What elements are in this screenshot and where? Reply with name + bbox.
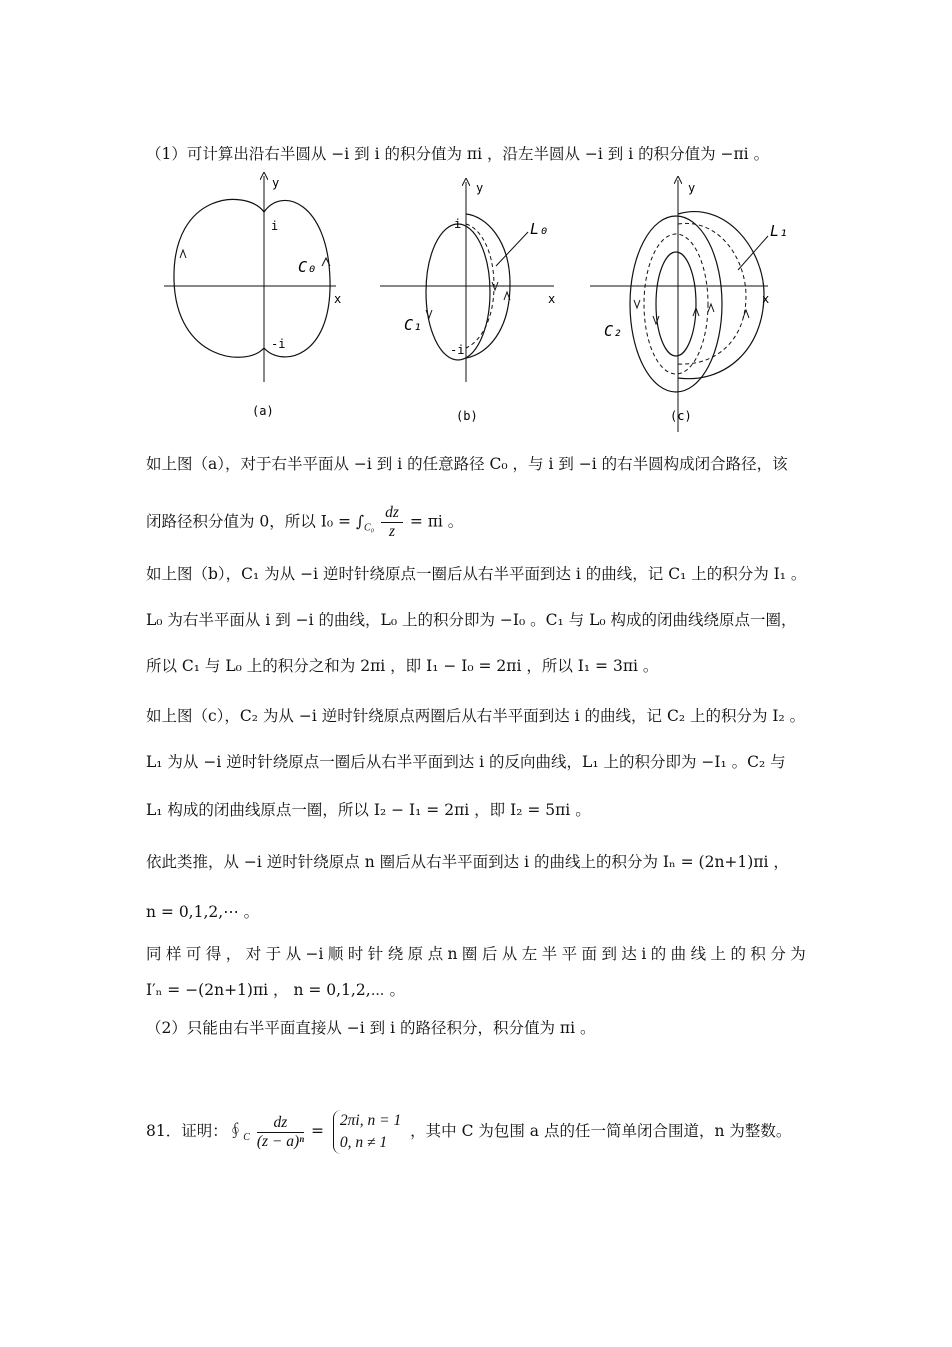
text-line-1: 如上图（a），对于右半平面从 −i 到 i 的任意路径 C₀ ，与 i 到 −i 的右半圆构成闭合路径，该 [146,455,788,473]
arrow-icon-a-left [180,250,186,258]
char: −i [305,945,324,963]
fraction-num: dz [381,504,403,523]
text-line-13: （2）只能由右半平面直接从 −i 到 i 的路径积分，积分值为 πi 。 [146,1019,596,1037]
fraction-num-81: dz [257,1114,304,1133]
caption-a: (a) [252,404,274,418]
contour-c0 [174,199,330,357]
fraction-den-81: (z − a)ⁿ [256,1132,305,1150]
label-c0: C₀ [298,258,317,276]
char: 对 [245,945,262,963]
text-line-4: L₀ 为右半平面从 i 到 −i 的曲线，L₀ 上的积分即为 −I₀ 。C₁ 与 L₀ 构成的闭曲线绕原点一圈， [146,611,797,629]
arrow-icon-c-1 [634,300,640,308]
label-x-b: x [548,292,556,306]
text-line-3: 如上图（b），C₁ 为从 −i 逆时针绕原点一圈后从右半平面到达 i 的曲线，记 C₁ 上的积分为 I₁ 。 [146,565,807,583]
label-y-a: y [272,176,280,190]
char: 从 [285,945,302,963]
arrow-icon-c-4 [708,304,714,312]
path-l1-outer [678,223,746,364]
integral-subscript: C₀ [363,522,375,534]
case-1: 2πi, n = 1 [339,1112,402,1129]
para-1: （1）可计算出沿右半圆从 −i 到 i 的积分值为 πi ，沿左半圆从 −i 到 i 的积分值为 −πi 。 [146,145,770,163]
text-line-10: n = 0,1,2,⋯ 。 [146,903,260,921]
text-line-2a: 闭路径积分值为 0，所以 I₀ = ∫ [146,512,364,531]
char: 平 [561,945,578,963]
char: 分 [770,945,786,963]
char: 的 [650,945,667,963]
char: 到 [601,945,617,963]
char: 的 [730,945,746,963]
arrow-icon-b-left [426,310,432,318]
figure-panels [150,170,790,438]
char: 同 [146,945,162,963]
problem-81-label: 81．证明：∮ [146,1122,244,1140]
label-x-a: x [334,292,342,306]
fraction-dz-z [381,504,403,541]
text-line-9: 依此类推，从 −i 逆时针绕原点 n 圈后从右半平面到达 i 的曲线上的积分为 Iₙ = (2n+1)πi ， [146,853,789,871]
char: 点 [427,945,444,963]
case-2: 0, n ≠ 1 [339,1134,388,1151]
char: n [447,945,458,963]
figure-a [164,176,341,418]
label-mi-a: -i [271,337,286,351]
char: 线 [690,945,707,963]
char: 时 [347,945,364,963]
leader-l1 [738,236,768,270]
char: 针 [367,945,384,963]
text-line-11 [146,944,806,964]
contour-c2-outer [678,212,764,379]
char: 左 [521,945,538,963]
char: 上 [710,945,727,963]
problem-81 [146,1110,791,1154]
char: 得 [205,945,222,963]
label-c2: C₂ [604,322,623,340]
label-y-b: y [476,181,484,195]
char: 样 [165,945,182,963]
contour-c1-inner [426,224,490,360]
text-line-12: I′ₙ = −(2n+1)πi ， n = 0,1,2,⋯ 。 [146,981,406,999]
figure-b [380,181,555,423]
leader-l0 [496,232,528,266]
char: 从 [501,945,518,963]
char: 积 [750,945,766,963]
text-line-8: L₁ 构成的闭曲线原点一圈，所以 I₂ − I₁ = 2πi ，即 I₂ = 5πi 。 [146,801,591,819]
fraction-den: z [388,523,395,540]
piecewise-cases [333,1110,401,1154]
char: i [641,945,647,963]
char: 曲 [670,945,687,963]
label-y-c: y [688,181,696,195]
equals-sign: = [310,1122,324,1140]
char: 达 [621,945,637,963]
char: 圈 [461,945,478,963]
char: 为 [790,945,806,963]
char: 绕 [387,945,404,963]
text-line-5: 所以 C₁ 与 L₀ 上的积分之和为 2πi ，即 I₁ − I₀ = 2πi ，所以 I₁ = 3πi 。 [146,657,659,675]
caption-c: (c) [670,409,692,423]
text-line-7: L₁ 为从 −i 逆时针绕原点一圈后从右半平面到达 i 的反向曲线，L₁ 上的积分即为 −I₁ 。C₂ 与 [146,753,786,771]
label-mi-b: -i [450,343,465,357]
char: 原 [407,945,424,963]
caption-b: (b) [456,409,478,423]
contour-subscript: C [243,1132,250,1144]
path-l1-inner [644,234,708,374]
label-c1: C₁ [404,316,423,334]
char: ， [225,945,242,963]
char: 可 [185,945,202,963]
char: 后 [481,945,498,963]
label-i-b: i [454,217,462,231]
fraction-dz-za [257,1114,304,1151]
figure-c [590,180,788,432]
label-l1: L₁ [770,222,789,240]
arrow-icon-c-5 [743,310,749,318]
char: 顺 [327,945,344,963]
arrow-icon-c-2 [653,316,659,324]
label-l0: L₀ [530,220,549,238]
char: 面 [581,945,598,963]
label-i-a: i [271,219,279,233]
problem-81-tail: ，其中 C 为包围 a 点的任一简单闭合围道，n 为整数。 [410,1122,792,1140]
contour-c2-inner [656,252,696,356]
label-x-c: x [762,292,770,306]
text-line-2 [146,504,463,541]
char: 半 [541,945,558,963]
text-line-6: 如上图（c），C₂ 为从 −i 逆时针绕原点两圈后从右半平面到达 i 的曲线，记 C₂ 上的积分为 I₂ 。 [146,707,806,725]
text-line-2b: = πi 。 [409,512,464,531]
char: 于 [265,945,282,963]
